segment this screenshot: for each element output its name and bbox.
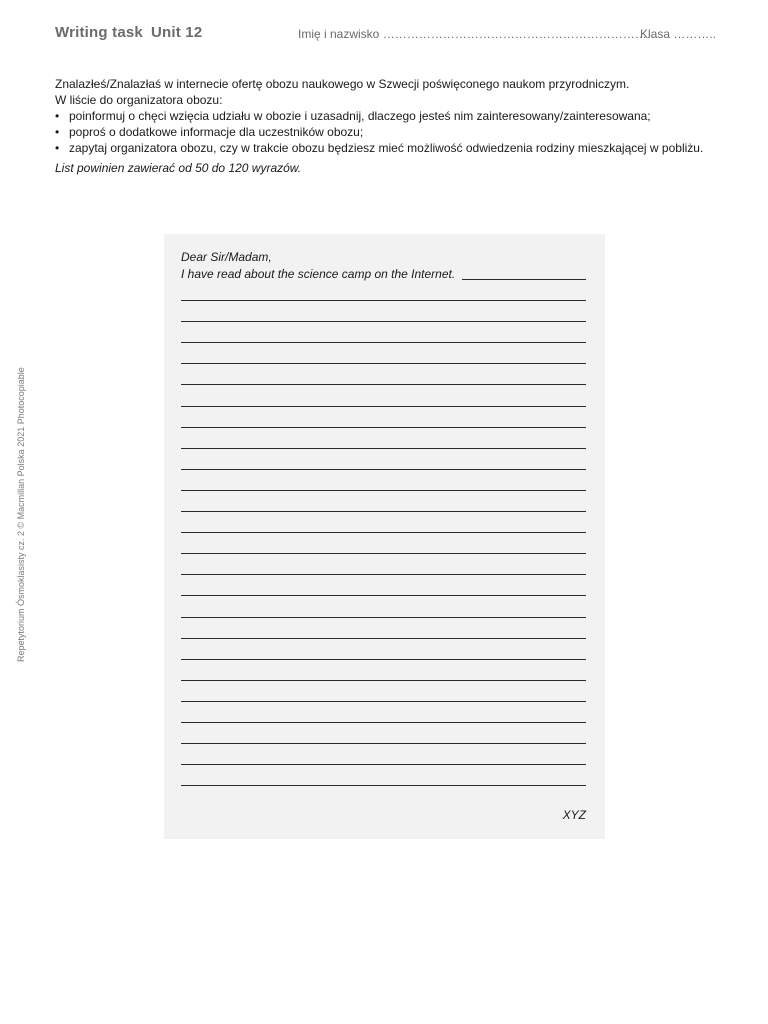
writing-line-first[interactable] xyxy=(462,279,586,280)
writing-line[interactable] xyxy=(181,574,586,575)
writing-line[interactable] xyxy=(181,384,586,385)
page-header xyxy=(55,24,715,46)
task-type-title: Writing task xyxy=(55,24,143,41)
letter-signature: XYZ xyxy=(562,808,586,822)
task-instructions xyxy=(55,76,715,176)
writing-line[interactable] xyxy=(181,595,586,596)
name-field[interactable]: Imię i nazwisko …………………………………………………………… xyxy=(298,27,659,41)
writing-line[interactable] xyxy=(181,617,586,618)
task-bullet-3: • zapytaj organizatora obozu, czy w trakcie obozu będziesz mieć możliwość odwiedzenia rodziny mieszkającej w pobliżu. xyxy=(55,140,715,156)
letter-greeting: Dear Sir/Madam, xyxy=(181,250,272,264)
writing-line[interactable] xyxy=(181,406,586,407)
writing-line[interactable] xyxy=(181,553,586,554)
writing-line[interactable] xyxy=(181,448,586,449)
task-bullet-1: • poinformuj o chęci wzięcia udziału w obozie i uzasadnij, dlaczego jesteś nim zainteresowany/zainteresowana; xyxy=(55,108,715,124)
writing-line[interactable] xyxy=(181,363,586,364)
writing-line[interactable] xyxy=(181,638,586,639)
writing-line[interactable] xyxy=(181,427,586,428)
copyright-side-note: Repetytorium Ósmoklasisty cz. 2 © Macmillan Polska 2021 Photocopiable xyxy=(16,367,26,662)
letter-writing-box xyxy=(164,234,605,839)
task-bullet-list xyxy=(55,108,715,156)
task-intro-line2: W liście do organizatora obozu: xyxy=(55,93,223,107)
writing-line[interactable] xyxy=(181,469,586,470)
writing-line[interactable] xyxy=(181,300,586,301)
writing-line[interactable] xyxy=(181,743,586,744)
writing-line[interactable] xyxy=(181,764,586,765)
writing-line[interactable] xyxy=(181,321,586,322)
unit-label: Unit 12 xyxy=(150,24,203,41)
task-intro-line1: Znalazłeś/Znalazłaś w internecie ofertę obozu naukowego w Szwecji poświęconego naukom przyrodniczym. xyxy=(55,77,630,91)
writing-line[interactable] xyxy=(181,701,586,702)
writing-line[interactable] xyxy=(181,785,586,786)
writing-line[interactable] xyxy=(181,722,586,723)
task-bullet-2: • poproś o dodatkowe informacje dla uczestników obozu; xyxy=(55,124,715,140)
writing-line[interactable] xyxy=(181,490,586,491)
page-title xyxy=(55,24,210,41)
class-field[interactable]: Klasa ……….. xyxy=(640,27,717,41)
writing-line[interactable] xyxy=(181,342,586,343)
letter-opening-sentence: I have read about the science camp on the Internet. xyxy=(181,267,456,281)
writing-line[interactable] xyxy=(181,532,586,533)
writing-line[interactable] xyxy=(181,659,586,660)
writing-line[interactable] xyxy=(181,680,586,681)
writing-line[interactable] xyxy=(181,511,586,512)
word-count-note: List powinien zawierać od 50 do 120 wyrazów. xyxy=(55,161,302,175)
